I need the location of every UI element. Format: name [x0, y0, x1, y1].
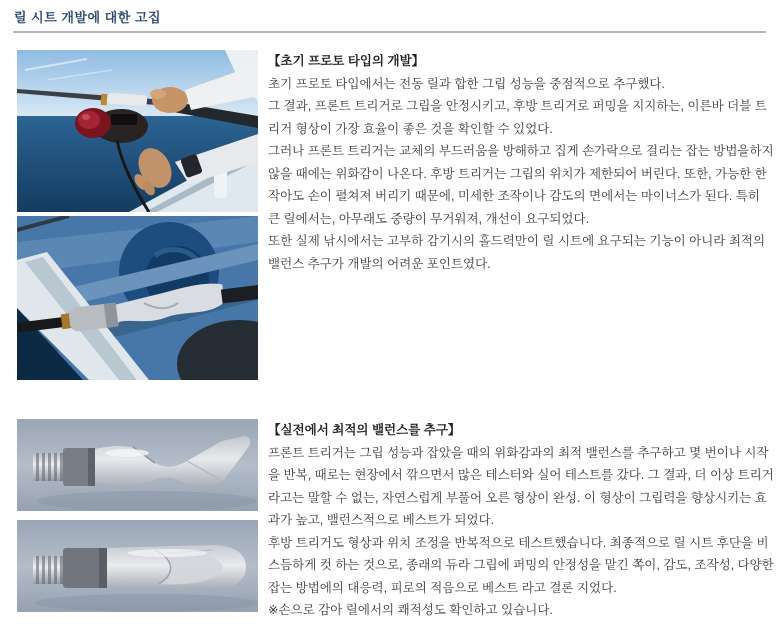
photo-prototype-grip-on-boat	[17, 216, 258, 380]
section2-paragraph-3: ※손으로 감아 릴에서의 쾌적성도 확인하고 있습니다.	[268, 603, 553, 617]
section1-paragraph-1: 초기 프로토 타입에서는 전동 릴과 합한 그립 성능을 중점적으로 추구했다.	[268, 76, 665, 91]
section2-image-column	[17, 419, 258, 622]
section2-heading: 【실전에서 최적의 밸런스를 추구】	[268, 423, 461, 437]
section1-image-column	[17, 50, 258, 380]
grip-on-boat-illustration	[17, 216, 258, 380]
sculpted-grip-illustration	[17, 419, 258, 511]
photo-fishing-action	[17, 50, 258, 212]
page-title: 릴 시트 개발에 대한 고집	[14, 10, 162, 25]
fishing-action-illustration	[17, 50, 258, 212]
rounded-grip-illustration	[17, 520, 258, 612]
render-rounded-grip	[17, 520, 258, 612]
section1-paragraph-2: 그 결과, 프론트 트리거로 그립을 안정시키고, 후방 트리거로 퍼밍을 지지하는, 이른바 더블 트리거 형상이 가장 효율이 좋은 것을 확인할 수 있었다.	[268, 99, 767, 136]
section-early-prototype	[17, 50, 775, 380]
section1-paragraph-3: 그러나 프론트 트리거는 교체의 부드러움을 방해하고 집게 손가락으로 걸리는 잡는 방법을하지 않을 때에는 위화감이 나온다. 후방 트리거는 그립의 위치가 제한되어 버린다. 또한, 가능한 한 작아도 손이 펼쳐져 버리기 때문에, 미세한 조작이나 감도의 면에서는 마이너스가 된다. 특히 큰 릴에서는, 아무래도 중량이 무거워져, 개선이 요구되었다.	[268, 144, 774, 226]
section-optimum-balance	[17, 419, 775, 622]
section1-text-column	[268, 50, 775, 380]
section1-paragraph-4: 또한 실제 낚시에서는 고부하 감기시의 홀드력만이 릴 시트에 요구되는 기능이 아니라 최적의 밸런스 추구가 개발의 어려운 포인트였다.	[268, 234, 766, 271]
section2-paragraph-2: 후방 트리거도 형상과 위치 조정을 반복적으로 테스트했습니다. 최종적으로 릴 시트 후단을 비스듬하게 컷 하는 것으로, 종래의 듀라 그립에 퍼밍의 안정성을 맡긴 쪽이, 감도, 조작성, 다양한 잡는 방법에의 대응력, 피로의 적음으로 베스트 라고 결론 지었다.	[268, 535, 774, 595]
render-sculpted-grip	[17, 419, 258, 511]
title-divider	[13, 31, 766, 33]
section1-heading: 【초기 프로토 타입의 개발】	[268, 54, 425, 68]
section2-paragraph-1: 프론트 트리거는 그립 성능과 잡았을 때의 위화감과의 최적 밸런스를 추구하고 몇 번이나 시작을 반복, 때로는 현장에서 깎으면서 많은 테스터와 실어 테스트를 갔다. 그 결과, 더 이상 트리거라고는 말할 수 없는, 자연스럽게 부풀어 오른 형상이 완성. 이 형상이 그립력을 향상시키는 효과가 높고, 밸런스적으로 베스트가 되었다.	[268, 445, 774, 527]
section2-text-column	[268, 419, 775, 622]
